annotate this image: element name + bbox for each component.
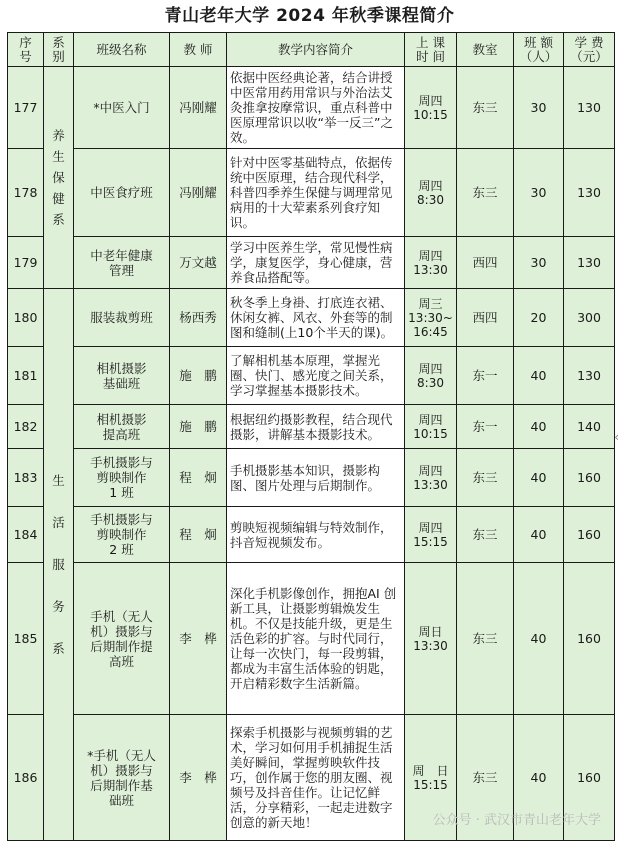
cell-teacher: 施 鹏	[170, 405, 227, 449]
cell-time: 周三 13:30~ 16:45	[405, 289, 457, 347]
table-row	[8, 405, 615, 449]
cell-room: 东三	[457, 449, 514, 507]
cell-content: 深化手机影像创作，拥抱AI 创新工具，让摄影剪辑焕发生机。不仅是技能升级，更是生活色彩的扩容。与时代同行，让每一次快门，每一段剪辑，都成为丰富生活体验的钥匙，开启精彩数字生活新篇。	[227, 563, 405, 715]
cell-fee: 160	[564, 563, 615, 715]
cell-seq: 179	[8, 237, 44, 289]
cell-teacher: 杨西秀	[170, 289, 227, 347]
cell-teacher: 程 炯	[170, 507, 227, 563]
cell-teacher: 施 鹏	[170, 347, 227, 405]
cell-teacher: 冯刚耀	[170, 67, 227, 149]
cell-room: 东三	[457, 149, 514, 237]
cell-content: 了解相机基本原理，掌握光圈、快门、感光度之间关系，学习掌握基本摄影技术。	[227, 347, 405, 405]
cell-room: 西四	[457, 289, 514, 347]
cell-time: 周四 13:30	[405, 449, 457, 507]
cell-quota: 40	[514, 449, 564, 507]
cell-class-name: 相机摄影 提高班	[74, 405, 170, 449]
cell-seq: 183	[8, 449, 44, 507]
table-row	[8, 563, 615, 715]
cell-seq: 185	[8, 563, 44, 715]
watermark: 公众号 · 武汉市青山老年大学	[432, 813, 601, 828]
header-seq: 序 号	[8, 33, 44, 67]
department-cell: 养 生 保 健 系	[44, 67, 74, 289]
cell-time: 周四 10:15	[405, 67, 457, 149]
cell-quota: 30	[514, 67, 564, 149]
table-row	[8, 507, 615, 563]
cell-room: 东三	[457, 67, 514, 149]
cell-time: 周四 8:30	[405, 347, 457, 405]
cell-time: 周四 10:15	[405, 405, 457, 449]
cell-room: 东三	[457, 715, 514, 841]
cell-content: 探索手机摄影与视频剪辑的艺术，学习如何用手机捕捉生活美好瞬间，掌握剪映软件技巧，创作属于您的朋友圈、视频号及抖音佳作。让记忆鲜活，分享精彩，一起走进数字创意的新天地！	[227, 715, 405, 841]
table-row	[8, 289, 615, 347]
scroll-arrow-icon[interactable]: ‹	[614, 430, 619, 444]
cell-room: 东一	[457, 405, 514, 449]
cell-quota: 40	[514, 347, 564, 405]
cell-class-name: 手机（无人 机）摄影与 后期制作提 高班	[74, 563, 170, 715]
cell-class-name: 中医食疗班	[74, 149, 170, 237]
table-row	[8, 449, 615, 507]
cell-quota: 20	[514, 289, 564, 347]
cell-time: 周 日 15:15	[405, 715, 457, 841]
cell-quota: 30	[514, 149, 564, 237]
header-teacher: 教 师	[170, 33, 227, 67]
cell-content: 秋冬季上身褂、打底连衣裙、休闲女裤、风衣、外套等的制图和缝制(上10个半天的课)。	[227, 289, 405, 347]
cell-fee: 140	[564, 405, 615, 449]
cell-seq: 182	[8, 405, 44, 449]
cell-content: 手机摄影基本知识，摄影构图、图片处理与后期制作。	[227, 449, 405, 507]
table-body	[8, 67, 615, 841]
cell-room: 东一	[457, 347, 514, 405]
cell-room: 西四	[457, 237, 514, 289]
cell-fee: 130	[564, 347, 615, 405]
header-content: 教学内容简介	[227, 33, 405, 67]
cell-teacher: 李 桦	[170, 563, 227, 715]
cell-content: 剪映短视频编辑与特效制作，抖音短视频发布。	[227, 507, 405, 563]
cell-quota: 40	[514, 405, 564, 449]
cell-class-name: 手机摄影与 剪映制作 1 班	[74, 449, 170, 507]
cell-seq: 177	[8, 67, 44, 149]
table-row	[8, 347, 615, 405]
course-table	[7, 32, 615, 841]
department-cell: 生 活 服 务 系	[44, 289, 74, 841]
cell-class-name: 相机摄影 基础班	[74, 347, 170, 405]
cell-class-name: *手机（无人 机）摄影与 后期制作基 础班	[74, 715, 170, 841]
cell-room: 东三	[457, 563, 514, 715]
cell-quota: 30	[514, 237, 564, 289]
cell-quota: 40	[514, 563, 564, 715]
cell-class-name: 手机摄影与 剪映制作 2 班	[74, 507, 170, 563]
cell-seq: 184	[8, 507, 44, 563]
cell-teacher: 李 桦	[170, 715, 227, 841]
header-fee: 学 费 （元）	[564, 33, 615, 67]
cell-fee: 160	[564, 507, 615, 563]
cell-seq: 186	[8, 715, 44, 841]
cell-content: 学习中医养生学，常见慢性病学，康复医学，身心健康，营养食品搭配等。	[227, 237, 405, 289]
page-title: 青山老年大学 2024 年秋季课程简介	[164, 6, 455, 26]
cell-time: 周日 13:30	[405, 563, 457, 715]
header-row	[8, 33, 615, 67]
cell-fee: 160	[564, 449, 615, 507]
cell-fee: 160	[564, 715, 615, 841]
cell-time: 周四 13:30	[405, 237, 457, 289]
cell-fee: 300	[564, 289, 615, 347]
cell-class-name: 服装裁剪班	[74, 289, 170, 347]
cell-room: 东三	[457, 507, 514, 563]
cell-seq: 180	[8, 289, 44, 347]
header-class-name: 班级名称	[74, 33, 170, 67]
header-dept: 系 别	[44, 33, 74, 67]
cell-class-name: *中医入门	[74, 67, 170, 149]
cell-seq: 181	[8, 347, 44, 405]
cell-teacher: 万文越	[170, 237, 227, 289]
cell-teacher: 冯刚耀	[170, 149, 227, 237]
cell-content: 根据纽约摄影教程，结合现代摄影，讲解基本摄影技术。	[227, 405, 405, 449]
header-room: 教室	[457, 33, 514, 67]
cell-fee: 130	[564, 67, 615, 149]
cell-time: 周四 15:15	[405, 507, 457, 563]
cell-quota: 40	[514, 507, 564, 563]
cell-teacher: 程 炯	[170, 449, 227, 507]
header-quota: 班 额 （人）	[514, 33, 564, 67]
cell-content: 针对中医零基础特点，依据传统中医原理，结合现代科学，科普四季养生保健与调理常见病用的十大荤素系列食疗知识。	[227, 149, 405, 237]
table-row	[8, 149, 615, 237]
table-row	[8, 67, 615, 149]
cell-content: 依据中医经典论著，结合讲授中医常用药用常识与外治法艾灸推拿按摩常识，重点科普中医原理常识以收“举一反三”之效。	[227, 67, 405, 149]
cell-fee: 130	[564, 237, 615, 289]
cell-time: 周四 8:30	[405, 149, 457, 237]
table-row	[8, 237, 615, 289]
cell-quota: 40	[514, 715, 564, 841]
header-time: 上 课 时 间	[405, 33, 457, 67]
cell-class-name: 中老年健康 管理	[74, 237, 170, 289]
cell-fee: 130	[564, 149, 615, 237]
cell-seq: 178	[8, 149, 44, 237]
